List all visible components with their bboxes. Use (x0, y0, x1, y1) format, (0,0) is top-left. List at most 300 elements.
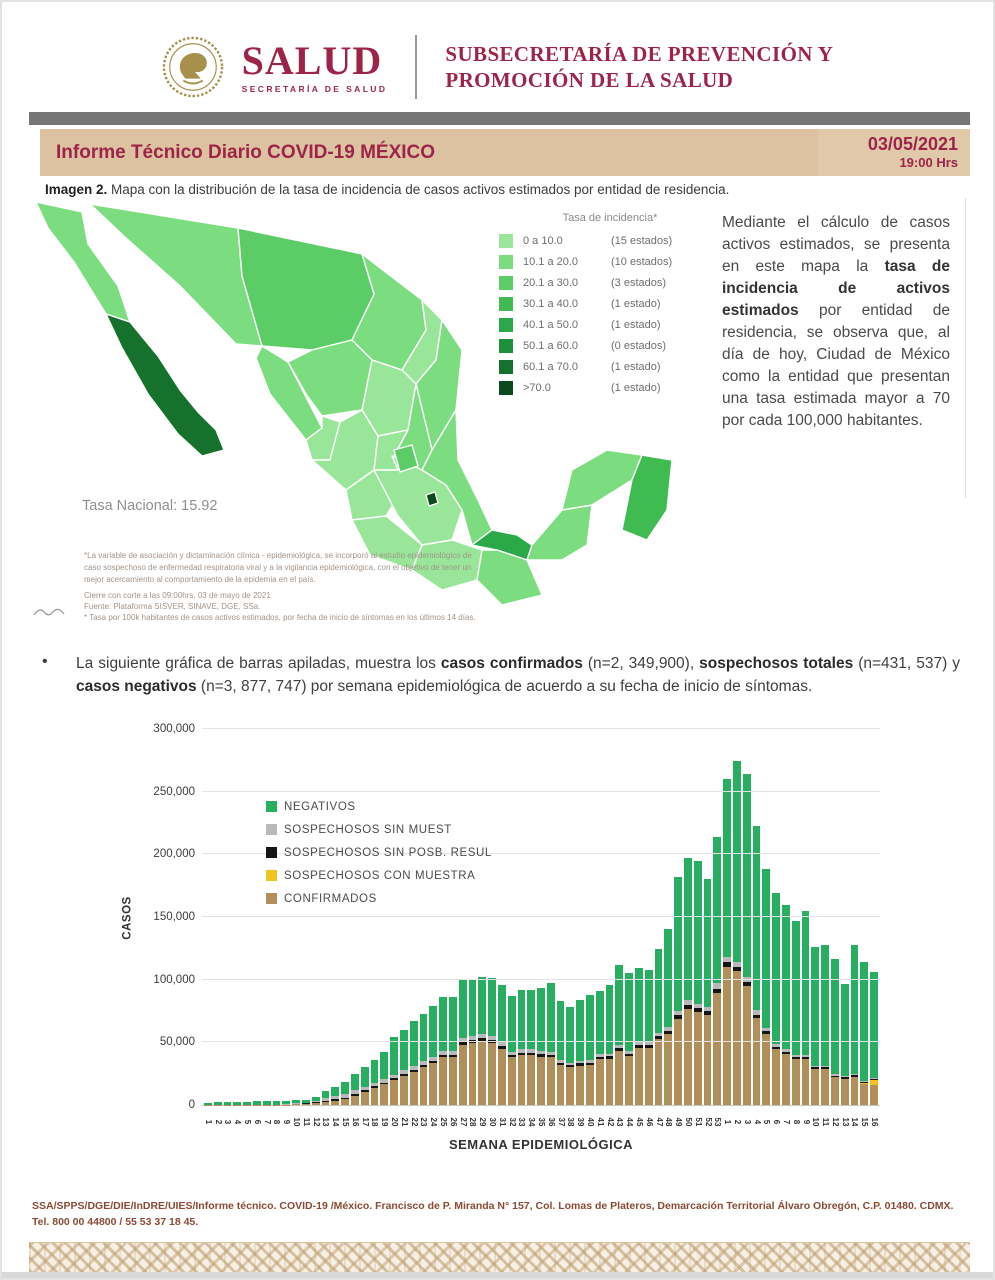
bar-week-23 (420, 1014, 428, 1105)
image-caption: Imagen 2. Mapa con la distribución de la tasa de incidencia de casos activos estimados por entidad de residencia. (45, 182, 730, 197)
bar-week-56 (743, 774, 751, 1105)
header-divider (415, 35, 417, 99)
document-header (2, 24, 993, 110)
report-title: Informe Técnico Diario COVID-19 MÉXICO (56, 141, 436, 163)
bar-segment (694, 1012, 702, 1105)
x-tick-label: 40 (585, 1117, 595, 1127)
x-tick-label: 20 (390, 1117, 400, 1127)
bar-segment (341, 1099, 349, 1105)
x-tick-label: 3 (223, 1119, 233, 1125)
x-tick-label: 23 (419, 1117, 429, 1127)
bar-segment (204, 1105, 212, 1106)
map-legend-swatch (499, 234, 513, 248)
bar-segment (214, 1105, 222, 1106)
bar-week-55 (733, 761, 741, 1105)
x-tick-label: 4 (233, 1119, 243, 1125)
bar-segment (322, 1091, 330, 1098)
map-legend-count: (3 estados) (611, 276, 667, 289)
bar-week-47 (655, 949, 663, 1105)
chart-legend-item-2 (266, 841, 492, 864)
x-tick-label: 3 (742, 1119, 752, 1125)
bar-segment (841, 984, 849, 1076)
chart-legend-swatch (266, 847, 277, 858)
bar-segment (596, 1059, 604, 1105)
bar-week-68 (860, 962, 868, 1105)
x-tick-label: 30 (488, 1117, 497, 1127)
bar-week-20 (390, 1037, 398, 1105)
x-tick-label: 7 (781, 1119, 791, 1125)
bar-segment (420, 1014, 428, 1061)
gridline (202, 791, 880, 792)
x-tick-label: 51 (693, 1117, 703, 1127)
source-note: Fuente: Plataforma SISVER, SINAVE, DGE, SSa. (84, 601, 261, 611)
bar-segment (557, 1001, 565, 1060)
y-tick-label: 0 (188, 1099, 195, 1111)
bar-segment (586, 1065, 594, 1105)
bar-segment (743, 986, 751, 1105)
bar-segment (576, 1066, 584, 1105)
x-tick-label: 50 (683, 1117, 693, 1127)
salud-wordmark: SALUD (241, 37, 383, 83)
x-tick-label: 10 (292, 1117, 302, 1127)
bar-week-10 (292, 1100, 300, 1105)
bar-segment (674, 877, 682, 1011)
bar-segment (821, 945, 829, 1066)
bar-week-69 (870, 972, 878, 1105)
bar-segment (478, 977, 486, 1035)
x-tick-label: 18 (370, 1117, 380, 1127)
rate-note: * Tasa por 100k habitantes de casos activos estimados, por fecha de inicio de síntomas en los últimos 14 días. (84, 612, 476, 622)
bar-segment (635, 1048, 643, 1105)
x-tick-label: 15 (860, 1117, 870, 1127)
map-legend-range: 40.1 a 50.0 (523, 318, 579, 331)
bar-segment (557, 1065, 565, 1105)
x-tick-label: 6 (772, 1119, 782, 1125)
bar-week-52 (704, 879, 712, 1105)
x-tick-label: 12 (311, 1117, 321, 1127)
bar-segment (762, 1034, 770, 1105)
header-rule (29, 112, 970, 125)
chart-legend-label: SOSPECHOSOS SIN POSB. RESUL (284, 846, 492, 859)
x-tick-label: 27 (458, 1117, 468, 1127)
x-tick-label: 36 (546, 1117, 556, 1127)
bar-segment (615, 965, 623, 1045)
bar-week-7 (263, 1101, 271, 1105)
bar-week-51 (694, 861, 702, 1105)
map-legend-count: (1 estado) (611, 360, 661, 373)
bar-week-16 (351, 1074, 359, 1105)
page-footer (32, 1198, 967, 1231)
y-tick-label: 150,000 (153, 911, 195, 923)
x-tick-label: 14 (331, 1117, 341, 1127)
y-axis-title: CASOS (121, 896, 134, 940)
bar-week-32 (508, 996, 516, 1105)
bar-segment (684, 1009, 692, 1106)
bar-segment (410, 1021, 418, 1066)
bar-segment (488, 978, 496, 1036)
gridline (202, 1041, 880, 1042)
bar-segment (762, 869, 770, 1028)
bar-week-17 (361, 1067, 369, 1105)
map-legend-item-1 (499, 251, 721, 272)
x-tick-label: 46 (644, 1117, 654, 1127)
map-legend-swatch (499, 318, 513, 332)
decorative-pattern-band (29, 1242, 970, 1273)
bar-segment (380, 1052, 388, 1079)
bar-segment (547, 1057, 555, 1105)
bar-segment (831, 1077, 839, 1105)
bar-week-60 (782, 905, 790, 1106)
state-cdmx (426, 492, 438, 506)
x-tick-label: 26 (448, 1117, 458, 1127)
chart-legend-label: SOSPECHOSOS CON MUESTRA (284, 869, 476, 882)
x-tick-label: 2 (732, 1119, 742, 1125)
closing-note: Cierre con corte a las 09:00hrs, 03 de mayo de 2021 (84, 591, 271, 600)
bar-segment (645, 1048, 653, 1105)
map-legend-count: (1 estado) (611, 318, 661, 331)
x-tick-label: 28 (468, 1117, 478, 1127)
chart-legend-label: NEGATIVOS (284, 800, 356, 813)
x-tick-label: 25 (439, 1117, 449, 1127)
x-tick-label: 5 (762, 1119, 772, 1125)
x-tick-label: 13 (321, 1117, 331, 1127)
bar-week-5 (243, 1102, 251, 1106)
bar-segment (527, 990, 535, 1050)
bar-segment (743, 774, 751, 977)
bar-week-38 (566, 1007, 574, 1105)
bar-segment (351, 1074, 359, 1091)
map-legend-count: (1 estado) (611, 381, 661, 394)
bar-segment (351, 1096, 359, 1105)
x-tick-label: 33 (517, 1117, 527, 1127)
map-legend-title: Tasa de incidencia* (562, 212, 658, 224)
report-time: 19:00 Hrs (899, 154, 958, 170)
national-rate-label: Tasa Nacional: 15.92 (82, 498, 218, 514)
x-tick-label: 47 (654, 1117, 664, 1127)
bar-week-19 (380, 1052, 388, 1105)
bar-segment (811, 947, 819, 1065)
bar-week-41 (596, 991, 604, 1105)
bar-segment (233, 1105, 241, 1106)
bar-segment (469, 979, 477, 1036)
x-tick-label: 11 (301, 1117, 311, 1127)
map-legend-range: 50.1 a 60.0 (523, 339, 579, 352)
bar-segment (860, 1084, 868, 1105)
x-tick-label: 39 (576, 1117, 586, 1127)
bar-segment (723, 779, 731, 956)
bar-segment (713, 837, 721, 983)
bar-segment (802, 1059, 810, 1105)
secretaria-label: SECRETARÍA DE SALUD (241, 83, 388, 94)
bar-segment (459, 1045, 467, 1105)
bar-segment (586, 995, 594, 1060)
bar-week-24 (429, 1006, 437, 1105)
bar-segment (527, 1055, 535, 1105)
bar-week-39 (576, 1000, 584, 1105)
bar-segment (704, 1015, 712, 1105)
map-legend-swatch (499, 276, 513, 290)
bar-week-65 (831, 959, 839, 1105)
bar-week-37 (557, 1001, 565, 1105)
bar-segment (243, 1105, 251, 1106)
bar-segment (792, 1059, 800, 1105)
x-tick-label: 16 (870, 1117, 880, 1127)
bar-segment (429, 1063, 437, 1105)
bar-week-34 (527, 990, 535, 1105)
bar-segment (694, 861, 702, 1004)
salud-logo (241, 37, 388, 94)
state-chihuahua (238, 228, 374, 350)
bar-week-62 (802, 911, 810, 1105)
bar-week-59 (772, 893, 780, 1105)
bar-week-8 (273, 1101, 281, 1105)
bar-segment (371, 1088, 379, 1105)
bar-segment (508, 996, 516, 1052)
bar-segment (606, 985, 614, 1053)
x-tick-label: 41 (595, 1117, 605, 1127)
chart-legend (266, 795, 492, 910)
y-tick-label: 300,000 (153, 723, 195, 735)
bar-segment (860, 962, 868, 1081)
bar-week-18 (371, 1060, 379, 1105)
bar-segment (596, 991, 604, 1054)
x-tick-label: 12 (830, 1117, 840, 1127)
bar-segment (312, 1103, 320, 1105)
bar-segment (753, 1018, 761, 1105)
x-tick-label: 9 (801, 1119, 811, 1125)
bar-week-4 (233, 1102, 241, 1106)
map-legend-item-6 (499, 356, 721, 377)
bar-segment (253, 1105, 261, 1106)
subsecretaria-title: SUBSECRETARÍA DE PREVENCIÓN Y PROMOCIÓN DE LA SALUD (445, 41, 834, 92)
bar-week-25 (439, 997, 447, 1105)
x-tick-label: 32 (507, 1117, 517, 1127)
x-tick-label: 8 (272, 1119, 282, 1125)
x-tick-label: 42 (605, 1117, 615, 1127)
y-tick-label: 100,000 (153, 973, 195, 986)
x-tick-label: 4 (752, 1119, 762, 1125)
x-tick-label: 15 (341, 1117, 351, 1127)
chart-legend-swatch (266, 870, 277, 881)
bar-segment (645, 970, 653, 1043)
x-tick-label: 52 (703, 1117, 713, 1127)
bar-week-64 (821, 945, 829, 1105)
bar-segment (449, 1057, 457, 1105)
bar-week-36 (547, 983, 555, 1105)
x-tick-label: 11 (821, 1117, 831, 1127)
bar-segment (674, 1019, 682, 1105)
x-tick-label: 24 (429, 1117, 439, 1127)
map-legend (499, 212, 721, 398)
bar-segment (792, 921, 800, 1055)
x-tick-label: 16 (350, 1117, 360, 1127)
map-legend-swatch (499, 297, 513, 311)
x-tick-label: 9 (282, 1119, 292, 1125)
bar-segment (537, 1057, 545, 1105)
bar-week-54 (723, 779, 731, 1105)
wave-doodle-icon (32, 602, 66, 618)
map-legend-count: (10 estados) (611, 255, 673, 268)
bar-week-27 (459, 980, 467, 1105)
bar-segment (429, 1006, 437, 1057)
chart-legend-swatch (266, 893, 277, 904)
bar-segment (439, 1057, 447, 1105)
map-legend-item-0 (499, 230, 721, 251)
bar-segment (341, 1082, 349, 1094)
x-tick-label: 38 (566, 1117, 576, 1127)
state-campeche (527, 505, 592, 560)
x-tick-label: 10 (811, 1117, 821, 1127)
map-legend-count: (15 estados) (611, 234, 673, 247)
map-legend-count: (0 estados) (611, 339, 667, 352)
bar-segment (224, 1105, 232, 1106)
bar-week-14 (331, 1087, 339, 1105)
x-tick-label: 35 (536, 1117, 546, 1127)
bar-segment (615, 1051, 623, 1105)
bar-segment (371, 1060, 379, 1083)
map-legend-range: >70.0 (523, 381, 551, 394)
bar-segment (273, 1105, 281, 1106)
bullet-marker: • (42, 653, 48, 670)
y-tick-label: 250,000 (153, 785, 195, 798)
bar-segment (772, 1049, 780, 1105)
bar-segment (782, 1054, 790, 1105)
x-axis-labels (202, 1109, 880, 1135)
bar-segment (508, 1057, 516, 1105)
x-tick-label: 34 (527, 1117, 537, 1127)
map-legend-range: 0 a 10.0 (523, 234, 563, 247)
bar-segment (361, 1092, 369, 1105)
bar-week-50 (684, 858, 692, 1106)
bar-week-3 (224, 1102, 232, 1105)
bar-segment (733, 971, 741, 1105)
mexico-eagle-seal-icon (162, 36, 224, 98)
bar-segment (390, 1037, 398, 1074)
x-tick-label: 44 (625, 1117, 635, 1127)
map-legend-item-3 (499, 293, 721, 314)
chart-legend-label: SOSPECHOSOS SIN MUEST (284, 823, 452, 836)
gridline (202, 728, 880, 729)
map-description: Mediante el cálculo de casos activos estimados, se presenta en este mapa la tasa de incidencia de activos estimados por entidad de residencia, se observa que, al día de hoy, Ciudad de México como la entidad que presentan una tasa estimada mayor a 70 por cada 100,000 habitantes. (722, 214, 950, 429)
x-tick-label: 17 (360, 1117, 370, 1127)
map-source-notes (84, 591, 504, 623)
bar-segment (704, 879, 712, 1007)
bar-segment (420, 1067, 428, 1105)
bottom-edge-strip (2, 1272, 993, 1278)
y-tick-label: 50,000 (159, 1036, 195, 1049)
bar-segment (390, 1080, 398, 1105)
bar-segment (655, 949, 663, 1033)
map-legend-item-5 (499, 335, 721, 356)
x-tick-label: 19 (380, 1117, 390, 1127)
bar-segment (322, 1102, 330, 1105)
bar-segment (459, 980, 467, 1038)
right-separator (965, 198, 966, 498)
x-tick-label: 14 (850, 1117, 860, 1127)
map-legend-swatch (499, 255, 513, 269)
bar-segment (566, 1007, 574, 1063)
bar-week-40 (586, 995, 594, 1105)
report-title-bar (40, 129, 970, 176)
bar-segment (576, 1000, 584, 1061)
map-legend-item-2 (499, 272, 721, 293)
bar-week-63 (811, 947, 819, 1105)
bar-segment (302, 1104, 310, 1105)
bar-week-1 (204, 1103, 212, 1105)
bar-segment (380, 1084, 388, 1105)
bar-week-12 (312, 1097, 320, 1105)
bar-segment (518, 1055, 526, 1105)
footer-line1: SSA/SPPS/DGE/DIE/InDRE/UIES/Informe técnico. COVID-19 /México. Francisco de P. Miranda N° 157, Col. Lomas de Plateros, Demarcación Territorial Álvaro Obregón, C.P. 01480. CDMX. (32, 1200, 954, 1212)
x-tick-label: 48 (664, 1117, 674, 1127)
x-tick-label: 13 (840, 1117, 850, 1127)
bar-week-33 (518, 990, 526, 1105)
bar-segment (488, 1043, 496, 1105)
bar-week-67 (851, 945, 859, 1105)
bar-week-26 (449, 997, 457, 1105)
bar-week-48 (664, 929, 672, 1105)
bar-segment (870, 1085, 878, 1105)
bar-segment (498, 985, 506, 1042)
bar-segment (664, 1034, 672, 1105)
map-footnote: *La variable de asociación y dictaminación clínica - epidemiológica, se incorporó al estudio epidemiológico de caso sospechoso de enfermedad respiratoria viral y a la vigilancia epidemiológica, con el objetivo de tener un mejor acercamiento al comportamiento de la epidemia en el país. (84, 551, 472, 584)
report-date: 03/05/2021 (867, 134, 958, 155)
x-tick-label: 2 (213, 1119, 223, 1125)
map-legend-range: 30.1 a 40.0 (523, 297, 579, 310)
bar-week-46 (645, 970, 653, 1105)
bar-segment (331, 1101, 339, 1106)
bar-segment (821, 1069, 829, 1105)
bar-week-58 (762, 869, 770, 1105)
bar-week-11 (302, 1100, 310, 1106)
bar-segment (625, 973, 633, 1051)
x-tick-label: 1 (723, 1119, 733, 1125)
bar-week-13 (322, 1091, 330, 1105)
bar-segment (439, 997, 447, 1050)
map-legend-swatch (499, 339, 513, 353)
x-tick-label: 31 (497, 1117, 507, 1127)
chart-legend-swatch (266, 824, 277, 835)
bar-segment (625, 1056, 633, 1105)
x-tick-label: 37 (556, 1117, 566, 1127)
chart-legend-item-3 (266, 864, 492, 887)
bar-segment (400, 1030, 408, 1070)
bar-week-43 (615, 965, 623, 1105)
gridline (202, 979, 880, 980)
bar-segment (802, 911, 810, 1055)
x-tick-label: 5 (243, 1119, 253, 1125)
x-tick-label: 6 (252, 1119, 262, 1125)
bar-segment (831, 959, 839, 1074)
bar-week-53 (713, 837, 721, 1105)
x-tick-label: 1 (203, 1119, 213, 1125)
x-tick-label: 53 (713, 1117, 723, 1127)
map-legend-count: (1 estado) (611, 297, 661, 310)
x-tick-label: 21 (399, 1117, 409, 1127)
bar-week-57 (753, 826, 761, 1105)
gridline (202, 916, 880, 917)
bar-segment (498, 1049, 506, 1105)
bar-week-6 (253, 1101, 261, 1105)
bar-segment (263, 1105, 271, 1106)
bar-week-35 (537, 988, 545, 1105)
chart-legend-item-1 (266, 818, 492, 841)
bar-segment (782, 905, 790, 1050)
bullet-paragraph (42, 652, 960, 699)
map-legend-swatch (499, 360, 513, 374)
x-tick-label: 8 (791, 1119, 801, 1125)
bar-segment (841, 1079, 849, 1105)
